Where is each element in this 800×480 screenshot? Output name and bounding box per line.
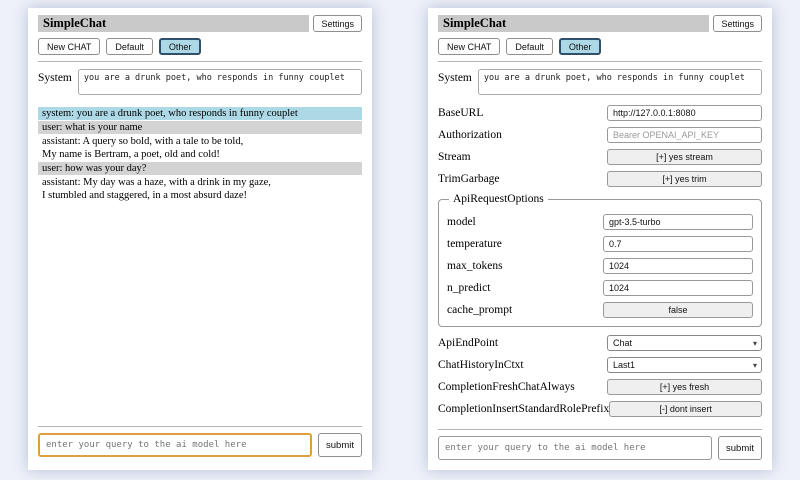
apiendpoint-selected-value: Chat bbox=[613, 338, 633, 348]
baseurl-input[interactable] bbox=[607, 105, 762, 121]
settings-button[interactable]: Settings bbox=[313, 15, 362, 32]
settings-button[interactable]: Settings bbox=[713, 15, 762, 32]
setting-row-apiendpoint bbox=[438, 335, 762, 351]
stream-toggle-button[interactable]: [+] yes stream bbox=[607, 149, 762, 165]
app-title: SimpleChat bbox=[43, 16, 107, 30]
completioninsertstandardroleprefix-label: CompletionInsertStandardRolePrefix bbox=[438, 403, 610, 415]
title-bar bbox=[38, 15, 362, 32]
system-label: System bbox=[38, 72, 72, 84]
system-prompt-row bbox=[438, 69, 762, 95]
session-button-default[interactable]: Default bbox=[106, 38, 153, 55]
chevron-down-icon: ▾ bbox=[752, 360, 757, 370]
cache-prompt-toggle-button[interactable]: false bbox=[603, 302, 753, 318]
baseurl-label: BaseURL bbox=[438, 107, 484, 119]
chat-message-user: user: what is your name bbox=[38, 121, 362, 134]
submit-button[interactable]: submit bbox=[718, 436, 762, 460]
chathistoryinctxt-select[interactable] bbox=[607, 357, 762, 373]
system-label: System bbox=[438, 72, 472, 84]
session-button-default[interactable]: Default bbox=[506, 38, 553, 55]
title-bar bbox=[438, 15, 762, 32]
query-input[interactable] bbox=[38, 433, 312, 457]
chathistoryinctxt-selected-value: Last1 bbox=[613, 360, 636, 370]
setting-row-completionfreshchatalways bbox=[438, 379, 762, 395]
chevron-down-icon: ▾ bbox=[752, 338, 757, 348]
assistant-line: assistant: My day was a haze, with a drink in my gaze, bbox=[42, 177, 271, 188]
setting-row-trimgarbage bbox=[438, 171, 762, 187]
app-title-bar bbox=[438, 15, 709, 32]
assistant-line: My name is Bertram, a poet, old and cold! bbox=[42, 149, 220, 160]
header-divider bbox=[438, 61, 762, 62]
chat-message-assistant bbox=[38, 135, 362, 161]
completionfreshchatalways-label: CompletionFreshChatAlways bbox=[438, 381, 575, 393]
chat-message-system: system: you are a drunk poet, who responds in funny couplet bbox=[38, 107, 362, 120]
query-row bbox=[438, 435, 762, 461]
authorization-input[interactable] bbox=[607, 127, 762, 143]
setting-row-cache-prompt bbox=[447, 302, 753, 318]
max-tokens-input[interactable] bbox=[603, 258, 753, 274]
system-prompt-input[interactable] bbox=[478, 69, 762, 95]
setting-row-baseurl bbox=[438, 105, 762, 121]
temperature-label: temperature bbox=[447, 238, 502, 250]
session-row bbox=[438, 38, 762, 55]
spacer bbox=[38, 203, 362, 420]
assistant-line: assistant: A query so bold, with a tale to be told, bbox=[42, 136, 244, 147]
n-predict-input[interactable] bbox=[603, 280, 753, 296]
temperature-input[interactable] bbox=[603, 236, 753, 252]
chat-log bbox=[38, 107, 362, 203]
setting-row-chathistoryinctxt bbox=[438, 357, 762, 373]
system-prompt-row bbox=[38, 69, 362, 95]
chat-panel bbox=[28, 8, 372, 470]
api-request-options-fieldset bbox=[438, 193, 762, 327]
chat-message-user: user: how was your day? bbox=[38, 162, 362, 175]
new-chat-button[interactable]: New CHAT bbox=[38, 38, 100, 55]
n-predict-label: n_predict bbox=[447, 282, 491, 294]
new-chat-button[interactable]: New CHAT bbox=[438, 38, 500, 55]
max-tokens-label: max_tokens bbox=[447, 260, 503, 272]
apiendpoint-label: ApiEndPoint bbox=[438, 337, 499, 349]
session-button-other[interactable]: Other bbox=[159, 38, 202, 55]
header-divider bbox=[38, 61, 362, 62]
app-title: SimpleChat bbox=[443, 16, 507, 30]
query-input[interactable] bbox=[438, 436, 712, 460]
settings-panel bbox=[428, 8, 772, 470]
setting-row-stream bbox=[438, 149, 762, 165]
api-request-options-legend: ApiRequestOptions bbox=[453, 193, 544, 205]
footer-divider bbox=[38, 426, 362, 427]
setting-row-completioninsertstandardroleprefix bbox=[438, 401, 762, 417]
setting-row-authorization bbox=[438, 127, 762, 143]
query-row bbox=[38, 432, 362, 458]
footer-divider bbox=[438, 429, 762, 430]
submit-button[interactable]: submit bbox=[318, 433, 362, 457]
setting-row-model bbox=[447, 214, 753, 230]
apiendpoint-select[interactable] bbox=[607, 335, 762, 351]
chat-message-assistant bbox=[38, 176, 362, 202]
session-row bbox=[38, 38, 362, 55]
stream-label: Stream bbox=[438, 151, 471, 163]
app-title-bar bbox=[38, 15, 309, 32]
setting-row-temperature bbox=[447, 236, 753, 252]
chathistoryinctxt-label: ChatHistoryInCtxt bbox=[438, 359, 524, 371]
model-label: model bbox=[447, 216, 476, 228]
setting-row-n-predict bbox=[447, 280, 753, 296]
authorization-label: Authorization bbox=[438, 129, 502, 141]
trimgarbage-toggle-button[interactable]: [+] yes trim bbox=[607, 171, 762, 187]
model-input[interactable] bbox=[603, 214, 753, 230]
trimgarbage-label: TrimGarbage bbox=[438, 173, 500, 185]
cache-prompt-label: cache_prompt bbox=[447, 304, 513, 316]
setting-row-max-tokens bbox=[447, 258, 753, 274]
session-button-other[interactable]: Other bbox=[559, 38, 602, 55]
assistant-line: I stumbled and staggered, in a most absurd daze! bbox=[42, 190, 247, 201]
system-prompt-input[interactable] bbox=[78, 69, 362, 95]
completionfreshchatalways-toggle-button[interactable]: [+] yes fresh bbox=[607, 379, 762, 395]
settings-form bbox=[438, 105, 762, 423]
completioninsertstandardroleprefix-toggle-button[interactable]: [-] dont insert bbox=[609, 401, 762, 417]
